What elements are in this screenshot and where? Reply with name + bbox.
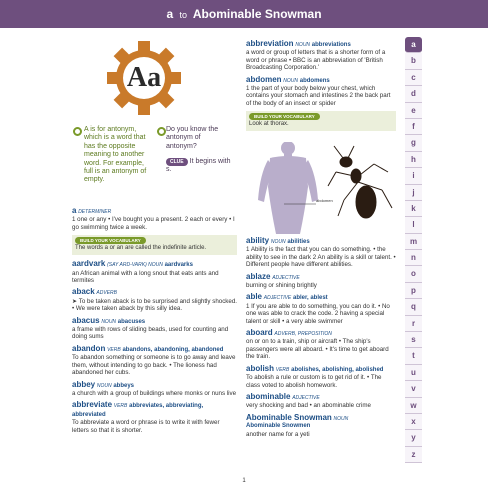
tab-u[interactable]: u [405, 365, 422, 381]
header-title [0, 7, 488, 21]
definition: a frame with rows of sliding beads, used for counting and doing sums [72, 326, 229, 341]
definition: ➤ To be taken aback is to be surprised and slightly shocked. • We were taken aback by this silly idea. [72, 297, 238, 313]
headword: abdomen [246, 74, 282, 84]
definition: an African animal with a long snout that eats ants and termites [72, 269, 219, 285]
definition: 1 Ability is the fact that you can do something. • the ability to see in the dark 2 An ability is a skill or talent. • Different people have different abilities. [246, 246, 396, 269]
headword: abbreviation [246, 39, 294, 48]
entry-abbreviate [72, 401, 237, 434]
note-bullet-icon [73, 127, 82, 136]
tab-r[interactable]: r [405, 316, 422, 332]
vocab-tag: BUILD YOUR VOCABULARY [249, 113, 320, 120]
human-and-ant-icon [248, 142, 396, 234]
part-of-speech: NOUN [270, 239, 286, 245]
entry-aback [72, 288, 237, 312]
headword: ability [246, 236, 270, 245]
headword: abacus [72, 315, 100, 325]
tab-y[interactable]: y [405, 430, 422, 446]
header-end: Abominable Snowman [192, 7, 322, 21]
inflection: abandons, abandoning, abandoned [122, 346, 224, 353]
header-from: a [166, 7, 174, 21]
definition: burning or shining brightly [246, 282, 317, 290]
part-of-speech: NOUN [283, 77, 299, 84]
entry-able [246, 293, 396, 325]
inflection: abacuses [117, 318, 146, 325]
headword: able [246, 292, 263, 302]
inflection: abler, ablest [293, 295, 328, 302]
vocab-tag: BUILD YOUR VOCABULARY [75, 237, 146, 244]
tab-o[interactable]: o [405, 266, 422, 282]
definition: 1 the part of your body below your chest, which contains your stomach and intestines 2 the back part of the body of an insect or spider [246, 85, 391, 107]
page-header [0, 0, 488, 28]
part-of-speech: ADJECTIVE [272, 274, 300, 281]
clue [166, 158, 232, 173]
left-column [72, 207, 237, 438]
entry-abacus [72, 317, 237, 341]
tab-a[interactable]: a [405, 37, 422, 53]
tab-d[interactable]: d [405, 86, 422, 102]
entry-ablaze [246, 273, 396, 290]
entry-aboard [246, 329, 396, 361]
entry-abominable [246, 393, 396, 410]
definition: on or on to a train, ship or aircraft • The ship's passengers were all aboard. • It's time to get aboard the train. [246, 338, 389, 361]
headword: abominable [246, 391, 291, 401]
entry-abbreviation [246, 40, 396, 72]
headword: aboard [246, 328, 273, 338]
part-of-speech: NOUN [101, 318, 117, 325]
headword: aback [72, 287, 95, 297]
tab-p[interactable]: p [405, 283, 422, 299]
clue-badge: CLUE [166, 158, 188, 166]
part-of-speech: ADJECTIVE [263, 295, 292, 302]
tab-j[interactable]: j [405, 185, 422, 201]
abdomen-illustration [248, 142, 396, 234]
inflection: Abominable Snowmen [246, 423, 311, 430]
alphabet-tabs [405, 37, 422, 463]
vocab-box [246, 111, 396, 131]
tab-b[interactable]: b [405, 53, 422, 69]
tab-s[interactable]: s [405, 332, 422, 348]
inflection: abilities [287, 239, 310, 245]
inflection: abbreviates, abbreviating, abbreviated [72, 403, 204, 418]
right-column-top [246, 40, 396, 136]
tab-w[interactable]: w [405, 398, 422, 414]
part-of-speech: NOUN [295, 42, 311, 48]
definition: a church with a group of buildings where monks or nuns live [72, 389, 237, 397]
part-of-speech: ADJECTIVE [292, 394, 320, 401]
page-number: 1 [242, 478, 246, 484]
headword: abolish [246, 363, 275, 373]
inflection: abbreviations [311, 42, 351, 48]
definition: 1 one or any • I've bought you a present. 2 each or every • I go swimming twice a week. [72, 216, 235, 231]
inflection: abdomens [299, 77, 330, 84]
entry-abdomen [246, 76, 396, 108]
tab-n[interactable]: n [405, 250, 422, 266]
entry-abominable-snowman [246, 414, 396, 438]
definition: To abbreviate a word or phrase is to write it with fewer letters so that it is shorter. [72, 419, 220, 434]
tab-t[interactable]: t [405, 348, 422, 364]
headword: abandon [72, 343, 106, 353]
tab-h[interactable]: h [405, 152, 422, 168]
definition: a word or group of letters that is a shorter form of a word or phrase • BBC is an abbreviation of 'British Broadcasting Corporation.' [246, 49, 386, 72]
tab-m[interactable]: m [405, 234, 422, 250]
tab-x[interactable]: x [405, 414, 422, 430]
part-of-speech: ADVERB, PREPOSITION [274, 331, 332, 338]
definition: 1 If you are able to do something, you can do it. • No one was able to crack the code. 2 having a special talent or skill • a very able swimmer [246, 302, 390, 325]
entry-aardvark [72, 260, 237, 284]
vocab-box [72, 235, 237, 255]
header-to: to [179, 10, 187, 20]
part-of-speech: NOUN [96, 382, 112, 389]
tab-c[interactable]: c [405, 70, 422, 86]
entry-a [72, 207, 237, 231]
tab-z[interactable]: z [405, 447, 422, 463]
antonym-question: Do you know the antonym of antonym? [166, 126, 219, 150]
antonym-note: A is for antonym, which is a word that has the opposite meaning to another word. For example, full is an antonym of empty. [84, 126, 147, 184]
tab-e[interactable]: e [405, 103, 422, 119]
vocab-text: Look at thorax. [249, 121, 289, 128]
entry-abandon [72, 345, 237, 377]
figure-label: abdomen [316, 198, 333, 203]
headword: abbreviate [72, 400, 113, 410]
tab-g[interactable]: g [405, 135, 422, 151]
tab-i[interactable]: i [405, 168, 422, 184]
tab-v[interactable]: v [405, 381, 422, 397]
entry-ability [246, 237, 396, 269]
part-of-speech: VERB [107, 346, 121, 353]
inflection: aardvarks [164, 262, 193, 269]
headword: aardvark [72, 259, 106, 269]
part-of-speech: VERB [275, 366, 290, 373]
entry-abbey [72, 381, 237, 398]
gear-letters: Aa [126, 62, 162, 93]
definition: very shocking and bad • an abominable crime [246, 402, 371, 410]
definition: another name for a yeti [246, 430, 310, 438]
part-of-speech: (SAY ARD-VARK) NOUN [107, 262, 163, 269]
tab-k[interactable]: k [405, 201, 422, 217]
right-column-bottom [246, 237, 396, 442]
part-of-speech: NOUN [333, 415, 349, 422]
part-of-speech: DETERMINER [78, 209, 112, 215]
headword: ablaze [246, 271, 271, 281]
headword: abbey [72, 379, 96, 389]
gear-graphic [106, 40, 182, 116]
headword: Abominable Snowman [246, 412, 332, 422]
vocab-text: The words a or an are called the indefinite article. [75, 245, 207, 252]
tab-l[interactable]: l [405, 217, 422, 233]
inflection: abbeys [113, 382, 135, 389]
entry-abolish [246, 365, 396, 389]
headword: a [72, 206, 77, 215]
part-of-speech: ADVERB [96, 290, 117, 297]
definition: To abolish a rule or custom is to get rid of it. • The class voted to abolish homework. [246, 374, 382, 389]
tab-q[interactable]: q [405, 299, 422, 315]
clue-text: It begins with s. [166, 158, 231, 173]
inflection: abolishes, abolishing, abolished [291, 366, 384, 373]
tab-f[interactable]: f [405, 119, 422, 135]
question-bullet-icon [157, 127, 166, 136]
part-of-speech: VERB [113, 403, 128, 410]
definition: To abandon something or someone is to go away and leave them, without intending to go back. • The lioness had abandoned her cubs. [72, 354, 236, 377]
